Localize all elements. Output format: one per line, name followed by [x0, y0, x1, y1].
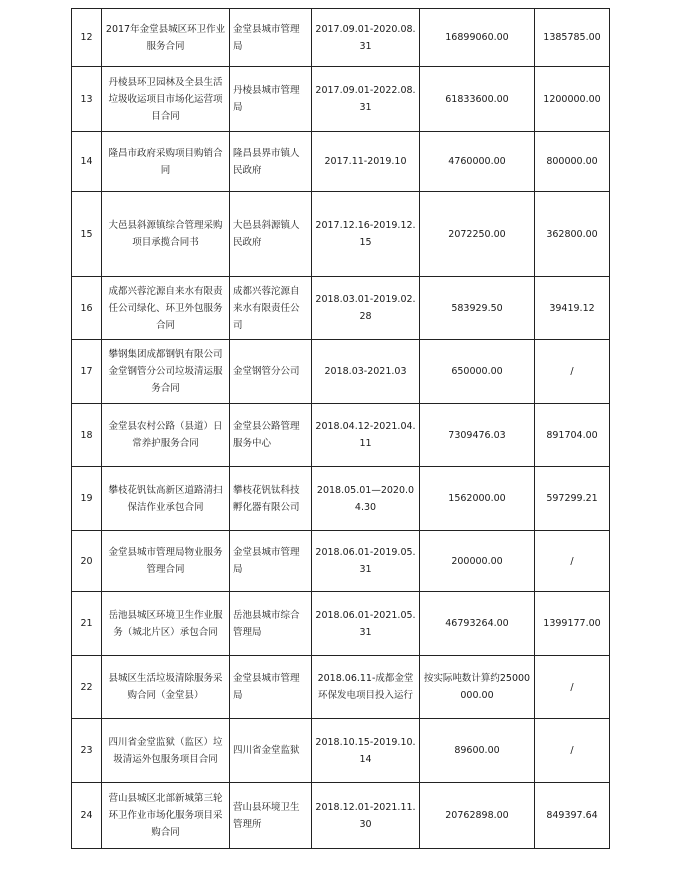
contract-name: 攀枝花钒钛高新区道路清扫保洁作业承包合同	[102, 467, 230, 531]
table-row	[72, 719, 610, 783]
amount-received: 1200000.00	[535, 67, 610, 132]
client-org: 金堂县城市管理局	[230, 656, 312, 719]
contract-period: 2018.10.15-2019.10.14	[312, 719, 420, 783]
row-number: 22	[72, 656, 102, 719]
contract-period: 2018.03.01-2019.02.28	[312, 277, 420, 340]
contract-amount: 7309476.03	[420, 404, 535, 467]
table-row	[72, 67, 610, 132]
contract-name: 攀钢集团成都钢钒有限公司金堂钢管分公司垃圾清运服务合同	[102, 340, 230, 404]
amount-received: 362800.00	[535, 192, 610, 277]
contract-period: 2017.12.16-2019.12.15	[312, 192, 420, 277]
amount-received: /	[535, 340, 610, 404]
row-number: 15	[72, 192, 102, 277]
client-org: 成都兴蓉沱源自来水有限责任公司	[230, 277, 312, 340]
contract-name: 营山县城区北部新城第三轮环卫作业市场化服务项目采购合同	[102, 783, 230, 849]
contract-name: 县城区生活垃圾清除服务采购合同（金堂县）	[102, 656, 230, 719]
amount-received: 597299.21	[535, 467, 610, 531]
contract-period: 2018.04.12-2021.04.11	[312, 404, 420, 467]
contract-period: 2017.09.01-2020.08.31	[312, 9, 420, 67]
contract-amount: 1562000.00	[420, 467, 535, 531]
contract-amount: 583929.50	[420, 277, 535, 340]
amount-received: /	[535, 531, 610, 592]
client-org: 金堂县城市管理局	[230, 9, 312, 67]
contract-amount: 89600.00	[420, 719, 535, 783]
table-row	[72, 132, 610, 192]
client-org: 金堂县城市管理局	[230, 531, 312, 592]
client-org: 大邑县斜源镇人民政府	[230, 192, 312, 277]
contract-name: 隆昌市政府采购项目购销合同	[102, 132, 230, 192]
amount-received: 891704.00	[535, 404, 610, 467]
table-row	[72, 404, 610, 467]
contract-period: 2018.06.11-成都金堂环保发电项目投入运行	[312, 656, 420, 719]
contract-amount: 按实际吨数计算约25000000.00	[420, 656, 535, 719]
row-number: 24	[72, 783, 102, 849]
amount-received: 800000.00	[535, 132, 610, 192]
table-row	[72, 192, 610, 277]
contract-period: 2018.12.01-2021.11.30	[312, 783, 420, 849]
amount-received: /	[535, 719, 610, 783]
contract-name: 四川省金堂监狱（监区）垃圾清运外包服务项目合同	[102, 719, 230, 783]
contract-period: 2017.11-2019.10	[312, 132, 420, 192]
table-row	[72, 340, 610, 404]
contract-name: 丹棱县环卫园林及全县生活垃圾收运项目市场化运营项目合同	[102, 67, 230, 132]
row-number: 12	[72, 9, 102, 67]
contract-period: 2018.06.01-2019.05.31	[312, 531, 420, 592]
client-org: 攀枝花钒钛科技孵化器有限公司	[230, 467, 312, 531]
contract-name: 金堂县农村公路（县道）日常养护服务合同	[102, 404, 230, 467]
client-org: 岳池县城市综合管理局	[230, 592, 312, 656]
contract-amount: 20762898.00	[420, 783, 535, 849]
table-row	[72, 9, 610, 67]
contracts-table	[71, 8, 610, 849]
contract-amount: 4760000.00	[420, 132, 535, 192]
contract-period: 2018.05.01—2020.04.30	[312, 467, 420, 531]
row-number: 14	[72, 132, 102, 192]
contract-amount: 61833600.00	[420, 67, 535, 132]
client-org: 金堂钢管分公司	[230, 340, 312, 404]
row-number: 18	[72, 404, 102, 467]
contract-name: 大邑县斜源镇综合管理采购项目承揽合同书	[102, 192, 230, 277]
contract-amount: 2072250.00	[420, 192, 535, 277]
row-number: 19	[72, 467, 102, 531]
table-row	[72, 656, 610, 719]
amount-received: /	[535, 656, 610, 719]
contract-amount: 46793264.00	[420, 592, 535, 656]
table-row	[72, 592, 610, 656]
client-org: 金堂县公路管理服务中心	[230, 404, 312, 467]
client-org: 隆昌县界市镇人民政府	[230, 132, 312, 192]
contract-amount: 650000.00	[420, 340, 535, 404]
amount-received: 1385785.00	[535, 9, 610, 67]
amount-received: 849397.64	[535, 783, 610, 849]
row-number: 23	[72, 719, 102, 783]
client-org: 营山县环境卫生管理所	[230, 783, 312, 849]
table-row	[72, 531, 610, 592]
contract-name: 岳池县城区环境卫生作业服务（城北片区）承包合同	[102, 592, 230, 656]
amount-received: 1399177.00	[535, 592, 610, 656]
contract-name: 金堂县城市管理局物业服务管理合同	[102, 531, 230, 592]
contract-amount: 16899060.00	[420, 9, 535, 67]
row-number: 17	[72, 340, 102, 404]
table-row	[72, 783, 610, 849]
client-org: 四川省金堂监狱	[230, 719, 312, 783]
contract-period: 2018.06.01-2021.05.31	[312, 592, 420, 656]
table-row	[72, 467, 610, 531]
row-number: 13	[72, 67, 102, 132]
contract-name: 成都兴蓉沱源自来水有限责任公司绿化、环卫外包服务合同	[102, 277, 230, 340]
amount-received: 39419.12	[535, 277, 610, 340]
table-row	[72, 277, 610, 340]
contract-period: 2018.03-2021.03	[312, 340, 420, 404]
contract-name: 2017年金堂县城区环卫作业服务合同	[102, 9, 230, 67]
row-number: 21	[72, 592, 102, 656]
contract-period: 2017.09.01-2022.08.31	[312, 67, 420, 132]
row-number: 20	[72, 531, 102, 592]
contract-amount: 200000.00	[420, 531, 535, 592]
row-number: 16	[72, 277, 102, 340]
client-org: 丹棱县城市管理局	[230, 67, 312, 132]
